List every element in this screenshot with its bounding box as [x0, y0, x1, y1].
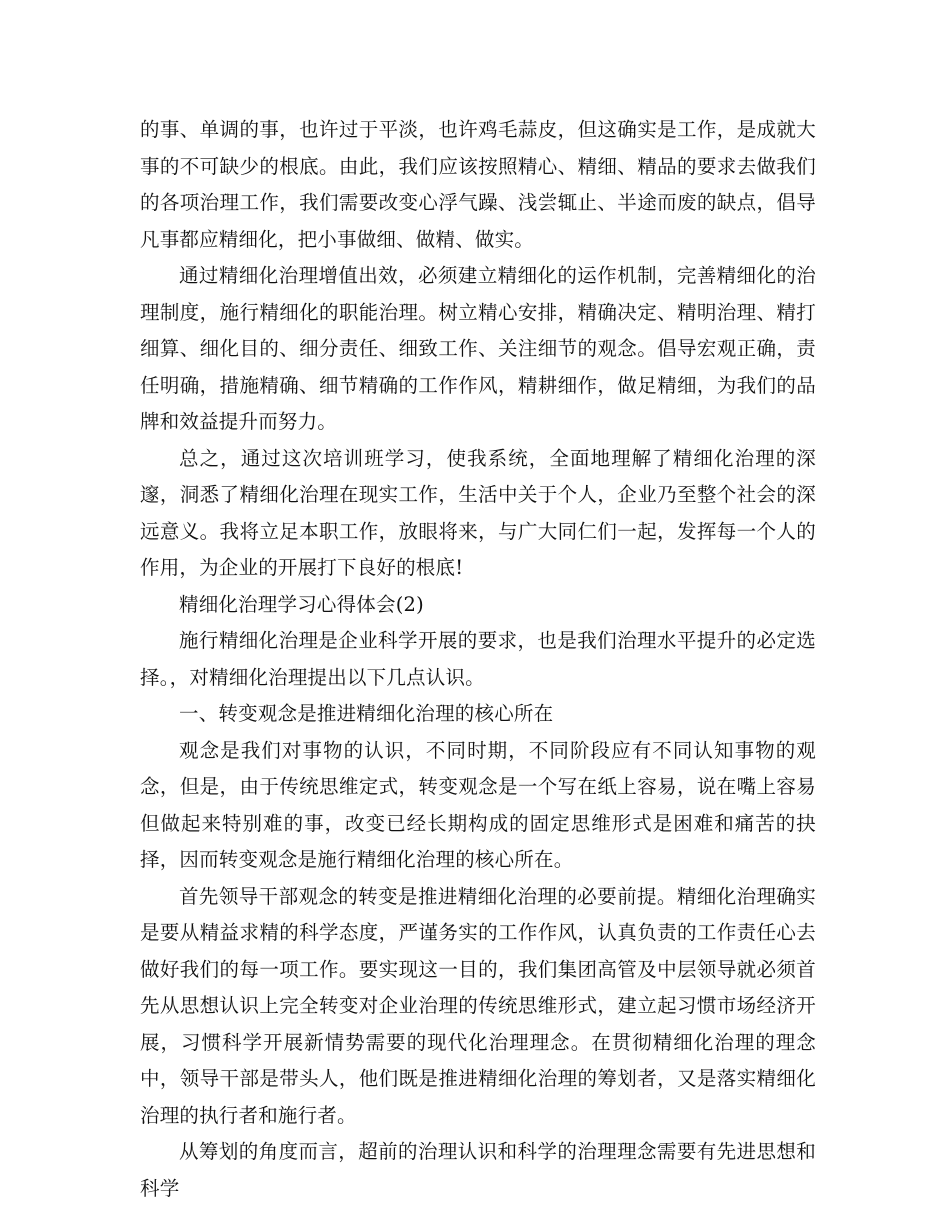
paragraph-9: 从筹划的角度而言，超前的治理认识和科学的治理理念需要有先进思想和科学 — [140, 1140, 816, 1200]
paragraph-3: 总之，通过这次培训班学习，使我系统，全面地理解了精细化治理的深邃，洞悉了精细化治理在现实工作，生活中关于个人，企业乃至整个社会的深远意义。我将立足本职工作，放眼将来，与广大同仁们一起，发挥每一个人的作用，为企业的开展打下良好的根底! — [140, 446, 816, 579]
subheading-1: 一、转变观念是推进精细化治理的核心所在 — [179, 702, 554, 725]
document-body — [140, 112, 816, 1207]
paragraph-8: 首先领导干部观念的转变是推进精细化治理的必要前提。精细化治理确实是要从精益求精的科学态度，严谨务实的工作作风，认真负责的工作责任心去做好我们的每一项工作。要实现这一目的，我们集团高管及中层领导就必须首先从思想认识上完全转变对企业治理的传统思维形式，建立起习惯市场经济开展，习惯科学开展新情势需要的现代化治理理念。在贯彻精细化治理的理念中，领导干部是带头人，他们既是推进精细化治理的筹划者，又是落实精细化治理的执行者和施行者。 — [140, 884, 816, 1127]
section-heading: 精细化治理学习心得体会(2) — [179, 592, 424, 616]
paragraph-1: 的事、单调的事，也许过于平淡，也许鸡毛蒜皮，但这确实是工作，是成就大事的不可缺少的根底。由此，我们应该按照精心、精细、精品的要求去做我们的各项治理工作，我们需要改变心浮气躁、浅尝辄止、半途而废的缺点，倡导凡事都应精细化，把小事做细、做精、做实。 — [140, 118, 816, 251]
paragraph-5: 施行精细化治理是企业科学开展的要求，也是我们治理水平提升的必定选择。，对精细化治理提出以下几点认识。 — [140, 629, 816, 689]
paragraph-7: 观念是我们对事物的认识，不同时期，不同阶段应有不同认知事物的观念，但是，由于传统思维定式，转变观念是一个写在纸上容易，说在嘴上容易但做起来特别难的事，改变已经长期构成的固定思维形式是困难和痛苦的抉择，因而转变观念是施行精细化治理的核心所在。 — [140, 738, 816, 871]
paragraph-2: 通过精细化治理增值出效，必须建立精细化的运作机制，完善精细化的治理制度，施行精细化的职能治理。树立精心安排，精确决定、精明治理、精打细算、细化目的、细分责任、细致工作、关注细节的观念。倡导宏观正确，责任明确，措施精确、细节精确的工作作风，精耕细作，做足精细，为我们的品牌和效益提升而努力。 — [140, 264, 816, 433]
